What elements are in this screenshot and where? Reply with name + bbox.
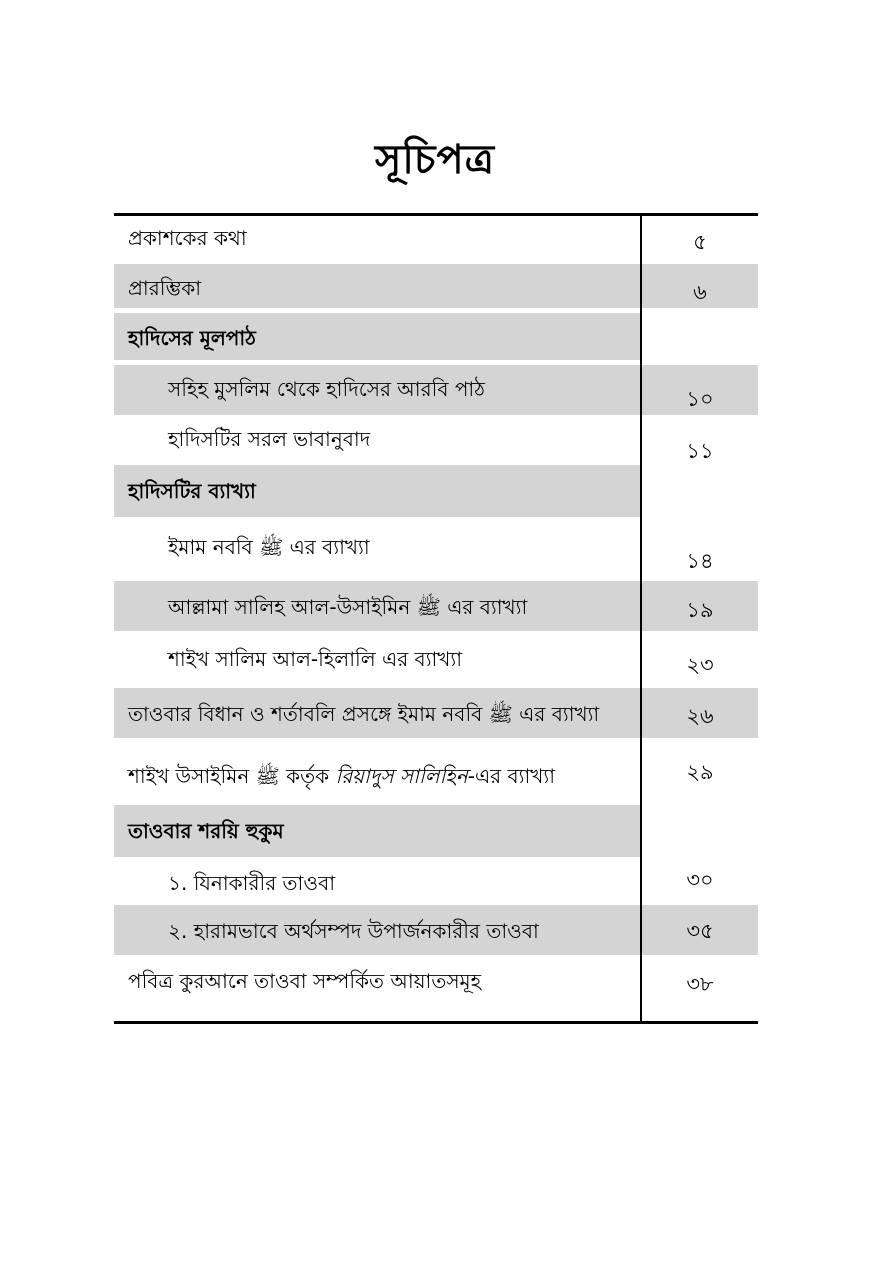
- toc-row-quran-verses: [114, 955, 758, 1015]
- toc-section-heading: হাদিসের মূলপাঠ: [128, 326, 256, 350]
- toc-row-hilali: [114, 631, 758, 687]
- toc-page-number: ৫: [693, 230, 707, 254]
- toc-page-number: ৩০: [686, 868, 714, 892]
- page-title: সূচিপত্র: [375, 137, 495, 183]
- toc-page-number: ২৩: [686, 653, 714, 677]
- toc-page-number: ২৬: [686, 704, 714, 728]
- toc-row-riyadus-salihin: [114, 738, 758, 803]
- toc-entry-label: ২. হারামভাবে অর্থসম্পদ উপার্জনকারীর তাওবা: [168, 919, 539, 943]
- toc-row-preface: [114, 264, 758, 308]
- toc-row-haram-wealth-tawbah: [114, 905, 758, 955]
- toc-row-tawbah-rules: [114, 688, 758, 738]
- toc-row-arabic-text: [114, 365, 758, 415]
- toc-page-number: ১০: [686, 387, 714, 411]
- toc-entry-label: হাদিসটির সরল ভাবানুবাদ: [168, 427, 371, 451]
- toc-row-section-sharia-ruling: [114, 805, 758, 857]
- toc-entry-label: শাইখ সালিম আল-হিলালি এর ব্যাখ্যা: [168, 647, 463, 671]
- toc-page-number: ২৯: [686, 760, 714, 784]
- toc-page-number: ১৯: [686, 598, 714, 622]
- toc-row-imam-nawawi: [114, 517, 758, 581]
- toc-entry-label: ১. যিনাকারীর তাওবা: [168, 871, 336, 895]
- column-divider: [640, 216, 642, 1021]
- book-title: রিয়াদুস সালিহিন: [335, 764, 468, 788]
- toc-entry-label: প্রারম্ভিকা: [128, 276, 202, 300]
- toc-page-number: ৩৫: [686, 919, 714, 943]
- toc-entry-label: শাইখ উসাইমিন ﷺ কর্তৃক রিয়াদুস সালিহিন-এর ব্যাখ্যা: [128, 764, 555, 788]
- toc-page-number: ৬: [693, 280, 707, 304]
- toc-page-number: ৩৮: [686, 972, 714, 996]
- toc-page-number: ১৪: [686, 549, 714, 573]
- toc-entry-label: আল্লামা সালিহ আল-উসাইমিন ﷺ এর ব্যাখ্যা: [168, 595, 528, 619]
- toc-entry-label: পবিত্র কুরআনে তাওবা সম্পর্কিত আয়াতসমূহ: [128, 969, 482, 993]
- toc-row-zina-tawbah: [114, 857, 758, 905]
- toc-section-heading: তাওবার শরয়ি হুকুম: [128, 819, 284, 843]
- toc-row-uthaymin: [114, 581, 758, 631]
- toc-entry-label: প্রকাশকের কথা: [128, 226, 247, 250]
- toc-section-heading: হাদিসটির ব্যাখ্যা: [128, 479, 256, 503]
- toc-row-section-hadith-text: [114, 313, 758, 360]
- toc-entry-label: তাওবার বিধান ও শর্তাবলি প্রসঙ্গে ইমাম নববি ﷺ এর ব্যাখ্যা: [128, 702, 600, 726]
- toc-entry-label: ইমাম নববি ﷺ এর ব্যাখ্যা: [168, 535, 370, 559]
- table-of-contents: [114, 213, 758, 1024]
- toc-row-publisher-note: [114, 216, 758, 263]
- toc-row-translation: [114, 415, 758, 465]
- toc-entry-label: সহিহ মুসলিম থেকে হাদিসের আরবি পাঠ: [168, 377, 485, 401]
- toc-row-section-explanation: [114, 465, 758, 517]
- toc-page-number: ১১: [686, 439, 714, 463]
